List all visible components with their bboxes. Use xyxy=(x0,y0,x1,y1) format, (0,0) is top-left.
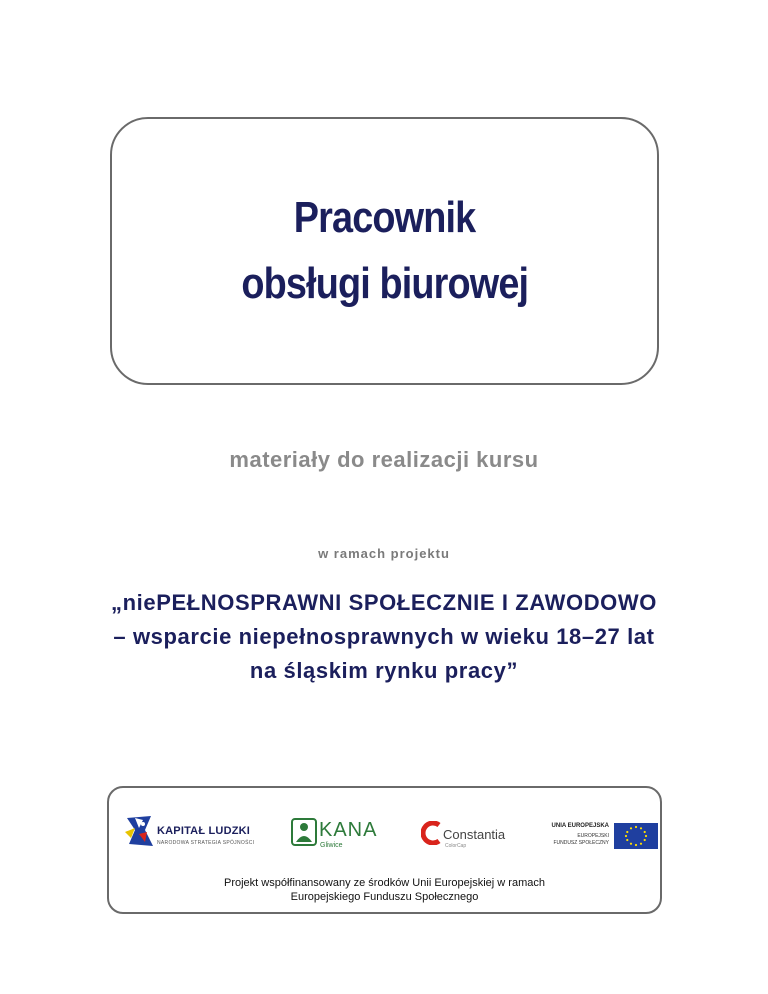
cofinancing-line-1: Projekt współfinansowany ze środków Unii Europejskiej w ramach xyxy=(224,877,545,889)
kapital-ludzki-name: KAPITAŁ LUDZKI xyxy=(157,825,251,837)
kapital-ludzki-sub: NARODOWA STRATEGIA SPÓJNOŚCI xyxy=(157,840,255,846)
kapital-ludzki-logo-icon xyxy=(123,814,155,850)
constantia-logo-icon xyxy=(421,821,443,845)
constantia-name: Constantia xyxy=(443,827,506,842)
kana-name: KANA xyxy=(319,819,378,841)
project-line-2: – wsparcie niepełnosprawnych w wieku 18–27 lat xyxy=(113,624,655,649)
project-name xyxy=(0,586,768,688)
subtitle: materiały do realizacji kursu xyxy=(229,447,539,472)
eu-sub-1: EUROPEJSKI xyxy=(577,833,609,839)
title-box xyxy=(110,117,659,385)
in-frame-label: w ramach projektu xyxy=(318,546,450,561)
eu-title: UNIA EUROPEJSKA xyxy=(551,823,609,829)
eu-sub-2: FUNDUSZ SPOŁECZNY xyxy=(553,840,609,846)
eu-flag-icon xyxy=(614,823,658,849)
project-line-3: na śląskim rynku pracy” xyxy=(249,658,519,683)
constantia-sub: ColorCap xyxy=(445,843,467,849)
title-line-1: Pracownik xyxy=(293,193,476,242)
title-line-2: obsługi biurowej xyxy=(241,259,528,308)
sponsor-box xyxy=(107,786,662,914)
cofinancing-line-2: Europejskiego Funduszu Społecznego xyxy=(290,891,479,903)
kana-logo-icon xyxy=(291,818,317,846)
kana-city: Gliwice xyxy=(320,842,343,849)
project-line-1: „niePEŁNOSPRAWNI SPOŁECZNIE I ZAWODOWO xyxy=(111,590,657,615)
cofinancing-note xyxy=(109,876,660,904)
